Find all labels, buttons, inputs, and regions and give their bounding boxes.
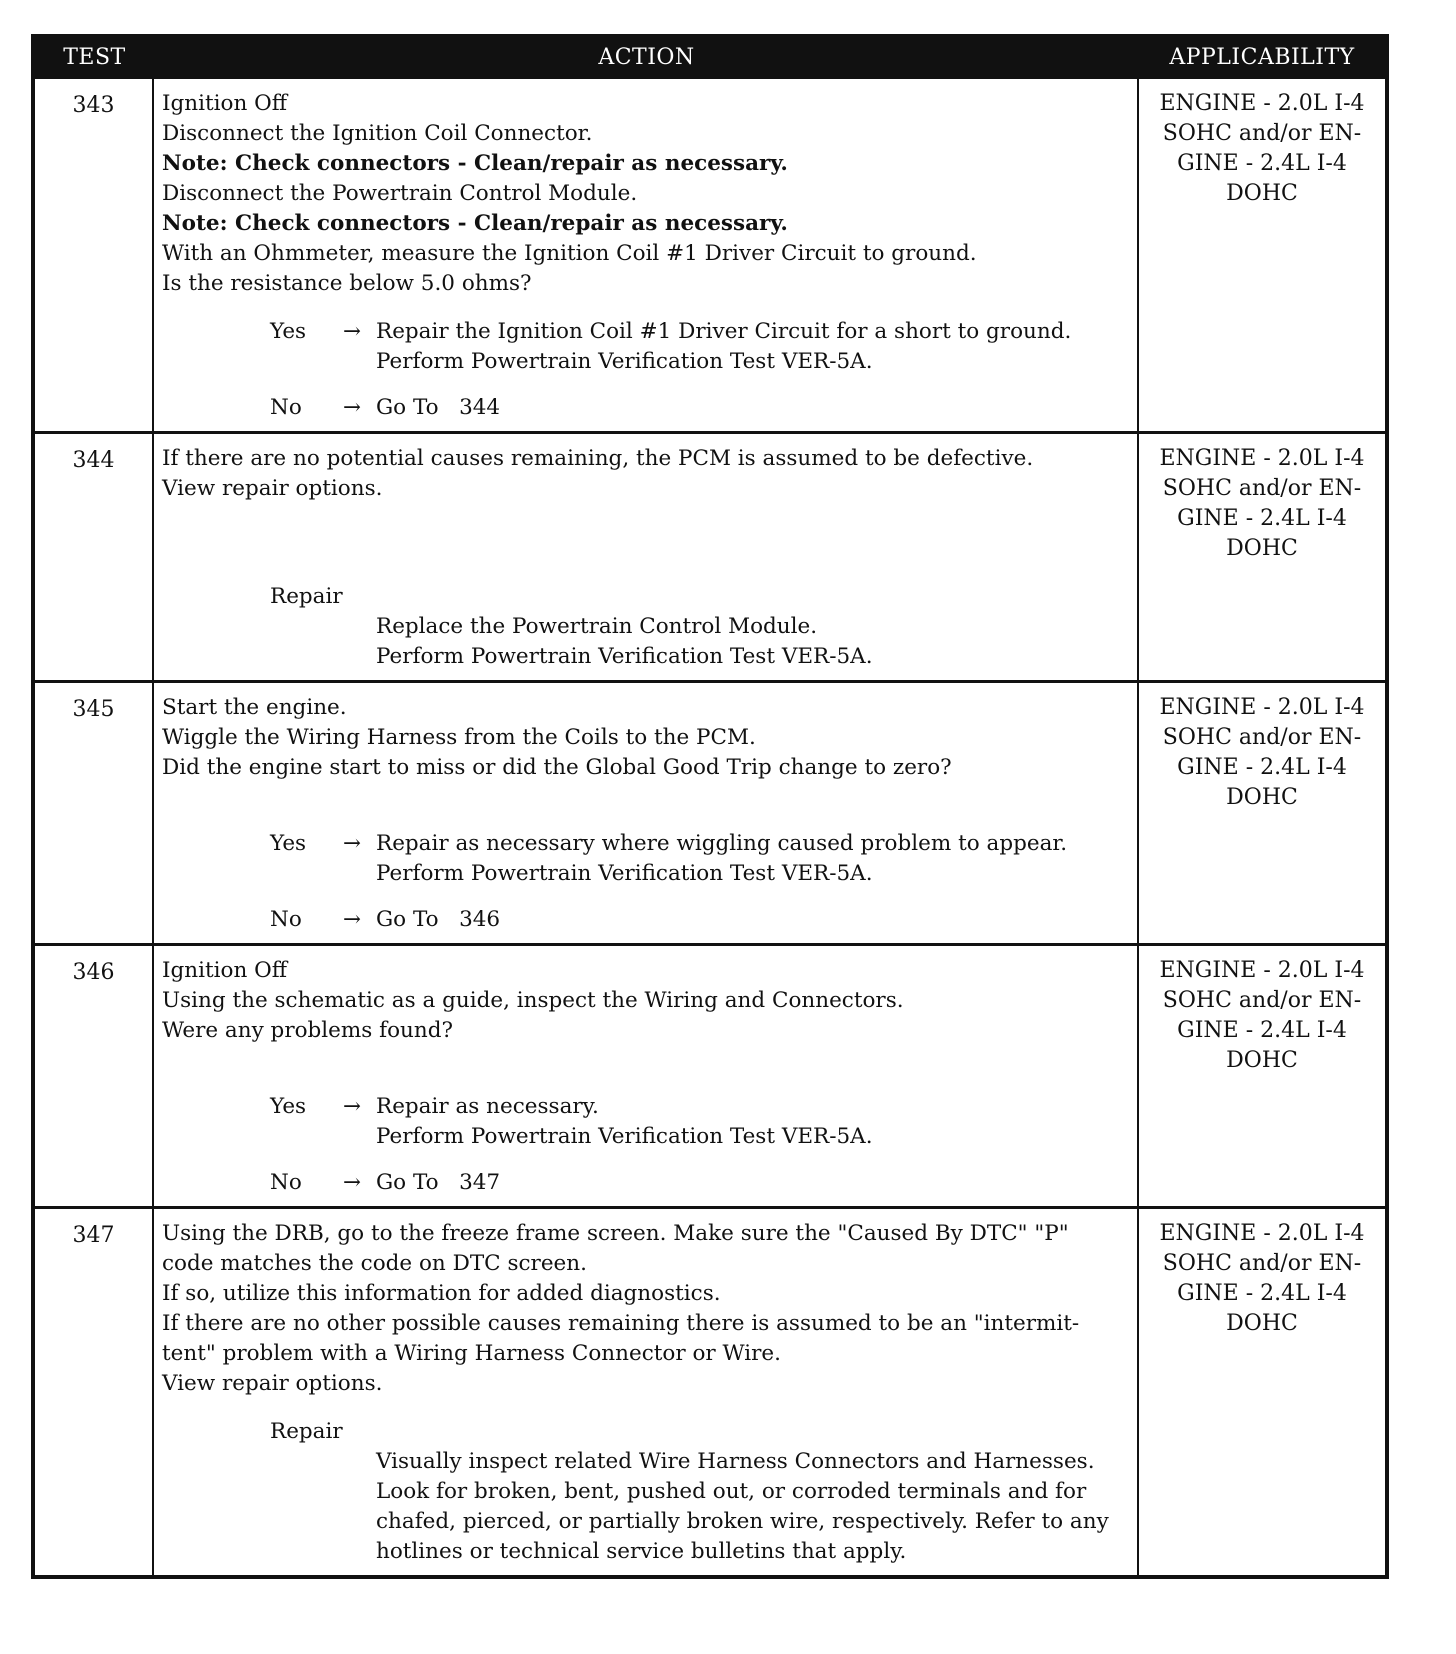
applicability-line: GINE - 2.4L I-4	[1177, 1018, 1347, 1043]
applicability-line: ENGINE - 2.0L I-4	[1159, 1221, 1365, 1246]
applicability-line: DOHC	[1226, 181, 1298, 206]
action-cell	[154, 1209, 1139, 1575]
action-line: Disconnect the Ignition Coil Connector.	[162, 121, 593, 146]
applicability-cell	[1139, 434, 1385, 680]
no-text: Go To 344	[376, 395, 501, 420]
yes-outcome	[270, 1092, 1129, 1152]
arrow-icon: →	[342, 395, 361, 420]
header-action: ACTION	[598, 44, 695, 70]
action-question: Were any problems found?	[162, 1018, 454, 1043]
applicability-line: DOHC	[1226, 1311, 1298, 1336]
action-line: Disconnect the Powertrain Control Module.	[162, 181, 638, 206]
applicability-line: SOHC and/or EN-	[1162, 988, 1362, 1013]
action-line: If there are no potential causes remaining, the PCM is assumed to be defective.	[162, 446, 1034, 471]
applicability-line: GINE - 2.4L I-4	[1177, 755, 1347, 780]
applicability-line: GINE - 2.4L I-4	[1177, 1281, 1347, 1306]
yes-text: Perform Powertrain Verification Test VER-5A.	[376, 349, 873, 374]
diagnostic-test-table	[31, 34, 1389, 1579]
no-label: No	[270, 395, 302, 420]
applicability-line: ENGINE - 2.0L I-4	[1159, 695, 1365, 720]
repair-text: Replace the Powertrain Control Module.	[376, 614, 818, 639]
applicability-line: SOHC and/or EN-	[1162, 1251, 1362, 1276]
arrow-icon: →	[342, 1094, 361, 1119]
action-cell	[154, 434, 1139, 680]
applicability-line: SOHC and/or EN-	[1162, 121, 1362, 146]
repair-label: Repair	[270, 1419, 343, 1444]
no-outcome	[270, 393, 1129, 423]
applicability-cell	[1139, 79, 1385, 431]
applicability-cell	[1139, 683, 1385, 943]
repair-text: Visually inspect related Wire Harness Connectors and Harnesses.	[376, 1449, 1095, 1474]
yes-label: Yes	[270, 831, 307, 856]
table-row	[35, 431, 1385, 680]
table-header	[35, 38, 1385, 76]
table-row	[35, 943, 1385, 1206]
yes-text: Perform Powertrain Verification Test VER-5A.	[376, 861, 873, 886]
action-note: Note: Check connectors - Clean/repair as necessary.	[162, 211, 788, 236]
arrow-icon: →	[342, 319, 361, 344]
header-applicability: APPLICABILITY	[1169, 44, 1355, 70]
no-label: No	[270, 907, 302, 932]
action-line: code matches the code on DTC screen.	[162, 1251, 587, 1276]
no-label: No	[270, 1170, 302, 1195]
action-line: Using the DRB, go to the freeze frame screen. Make sure the "Caused By DTC" "P"	[162, 1221, 1069, 1246]
table-row	[35, 76, 1385, 431]
applicability-line: ENGINE - 2.0L I-4	[1159, 91, 1365, 116]
action-line: If so, utilize this information for added diagnostics.	[162, 1281, 721, 1306]
header-test: TEST	[63, 44, 126, 70]
applicability-line: GINE - 2.4L I-4	[1177, 151, 1347, 176]
table-row	[35, 680, 1385, 943]
repair-text: chafed, pierced, or partially broken wire, respectively. Refer to any	[376, 1509, 1109, 1534]
test-number: 344	[35, 434, 154, 680]
action-line: Start the engine.	[162, 695, 347, 720]
action-cell	[154, 683, 1139, 943]
applicability-line: ENGINE - 2.0L I-4	[1159, 958, 1365, 983]
test-number: 343	[35, 79, 154, 431]
applicability-line: DOHC	[1226, 536, 1298, 561]
test-number: 345	[35, 683, 154, 943]
arrow-icon: →	[342, 1170, 361, 1195]
applicability-cell	[1139, 1209, 1385, 1575]
action-question: Did the engine start to miss or did the Global Good Trip change to zero?	[162, 755, 952, 780]
action-line: Ignition Off	[162, 958, 288, 983]
action-line: If there are no other possible causes remaining there is assumed to be an "intermit-	[162, 1311, 1080, 1336]
action-line: Ignition Off	[162, 91, 288, 116]
repair-label: Repair	[270, 584, 343, 609]
yes-text: Repair as necessary.	[376, 1094, 599, 1119]
action-line: View repair options.	[162, 476, 383, 501]
yes-label: Yes	[270, 319, 307, 344]
test-number: 347	[35, 1209, 154, 1575]
applicability-line: SOHC and/or EN-	[1162, 725, 1362, 750]
yes-text: Repair the Ignition Coil #1 Driver Circuit for a short to ground.	[376, 319, 1072, 344]
applicability-line: ENGINE - 2.0L I-4	[1159, 446, 1365, 471]
action-line: Wiggle the Wiring Harness from the Coils to the PCM.	[162, 725, 756, 750]
action-line: With an Ohmmeter, measure the Ignition Coil #1 Driver Circuit to ground.	[162, 241, 977, 266]
yes-outcome	[270, 829, 1129, 889]
arrow-icon: →	[342, 831, 361, 856]
repair-text: Perform Powertrain Verification Test VER-5A.	[376, 644, 873, 669]
no-outcome	[270, 1168, 1129, 1198]
yes-text: Perform Powertrain Verification Test VER-5A.	[376, 1124, 873, 1149]
table-row	[35, 1206, 1385, 1575]
action-note: Note: Check connectors - Clean/repair as necessary.	[162, 151, 788, 176]
repair-text: Look for broken, bent, pushed out, or corroded terminals and for	[376, 1479, 1087, 1504]
no-text: Go To 347	[376, 1170, 501, 1195]
no-outcome	[270, 905, 1129, 935]
yes-outcome	[270, 317, 1129, 377]
action-cell	[154, 946, 1139, 1206]
action-line: Using the schematic as a guide, inspect the Wiring and Connectors.	[162, 988, 904, 1013]
test-number: 346	[35, 946, 154, 1206]
applicability-line: SOHC and/or EN-	[1162, 476, 1362, 501]
action-line: View repair options.	[162, 1371, 383, 1396]
applicability-line: GINE - 2.4L I-4	[1177, 506, 1347, 531]
yes-text: Repair as necessary where wiggling caused problem to appear.	[376, 831, 1068, 856]
repair-text: hotlines or technical service bulletins that apply.	[376, 1539, 907, 1564]
action-cell	[154, 79, 1139, 431]
action-question: Is the resistance below 5.0 ohms?	[162, 271, 532, 296]
yes-label: Yes	[270, 1094, 307, 1119]
applicability-line: DOHC	[1226, 1048, 1298, 1073]
applicability-line: DOHC	[1226, 785, 1298, 810]
action-line: tent" problem with a Wiring Harness Connector or Wire.	[162, 1341, 781, 1366]
no-text: Go To 346	[376, 907, 501, 932]
applicability-cell	[1139, 946, 1385, 1206]
arrow-icon: →	[342, 907, 361, 932]
